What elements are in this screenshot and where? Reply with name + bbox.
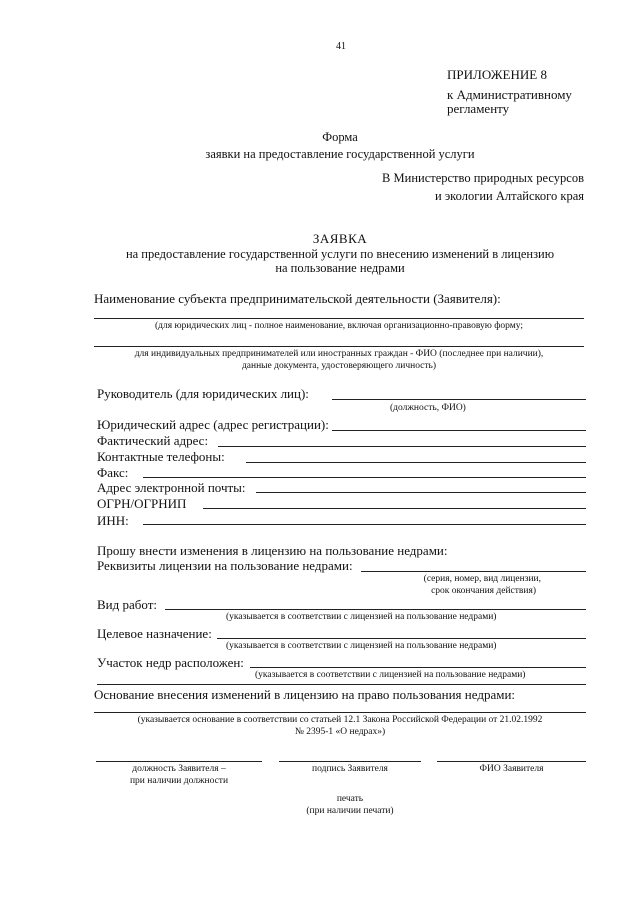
stamp-caption-2: (при наличии печати) [306, 806, 394, 816]
signature-line[interactable] [279, 761, 421, 762]
name-signature-line[interactable] [437, 761, 586, 762]
legal-address-label: Юридический адрес (адрес регистрации): [97, 417, 329, 432]
license-label: Реквизиты лицензии на пользование недрами: [97, 558, 353, 573]
basis-hint-1: (указывается основание в соответствии со статьей 12.1 Закона Российской Федерации от 21.02.1992 [137, 715, 543, 725]
signature-caption: подпись Заявителя [312, 764, 388, 774]
site-hint: (указывается в соответствии с лицензией на пользование недрами) [255, 670, 526, 680]
applicant-label: Наименование субъекта предпринимательской деятельности (Заявителя): [94, 291, 501, 306]
position-caption-1: должность Заявителя – [132, 764, 226, 774]
purpose-label: Целевое назначение: [97, 626, 212, 641]
basis-hint-2: № 2395-1 «О недрах») [294, 727, 386, 737]
appendix-title: ПРИЛОЖЕНИЕ 8 [447, 67, 547, 82]
application-subtitle-1: на предоставление государственной услуги по внесению изменений в лицензию [125, 247, 555, 261]
legal-address-line[interactable] [332, 430, 586, 431]
appendix-line-2: регламенту [447, 101, 510, 116]
inn-label: ИНН: [97, 513, 129, 528]
ogrn-label: ОГРН/ОГРНИП [97, 496, 187, 511]
actual-address-label: Фактический адрес: [97, 433, 209, 448]
work-type-label: Вид работ: [97, 597, 157, 612]
form-header-title: Форма [322, 130, 358, 144]
license-hint-1: (серия, номер, вид лицензии, [423, 574, 541, 584]
purpose-hint: (указывается в соответствии с лицензией на пользование недрами) [226, 641, 497, 651]
position-caption-2: при наличии должности [129, 776, 229, 786]
applicant-name-line[interactable] [94, 318, 584, 319]
basis-line[interactable] [94, 712, 586, 713]
license-hint-2: срок окончания действия) [431, 586, 536, 596]
fax-line[interactable] [143, 477, 586, 478]
work-type-hint: (указывается в соответствии с лицензией на пользование недрами) [226, 612, 497, 622]
application-subtitle-2: на пользование недрами [275, 261, 405, 275]
actual-address-line[interactable] [218, 446, 586, 447]
license-line[interactable] [361, 571, 586, 572]
position-signature-line[interactable] [96, 761, 262, 762]
applicant-hint-2a: для индивидуальных предпринимателей или иностранных граждан - ФИО (последнее при наличии), [134, 349, 544, 359]
applicant-details-line[interactable] [94, 346, 584, 347]
request-line: Прошу внести изменения в лицензию на пользование недрами: [97, 543, 448, 558]
page-number: 41 [336, 41, 346, 52]
phones-line[interactable] [246, 462, 586, 463]
head-hint: (должность, ФИО) [390, 403, 466, 413]
addressee-line-2: и экологии Алтайского края [435, 189, 584, 203]
purpose-line[interactable] [217, 638, 586, 639]
site-extra-line[interactable] [97, 684, 586, 685]
application-title: ЗАЯВКА [312, 231, 368, 246]
ogrn-line[interactable] [203, 508, 586, 509]
site-line[interactable] [250, 667, 586, 668]
appendix-line-1: к Административному [447, 87, 572, 102]
applicant-hint-2b: данные документа, удостоверяющего личность) [241, 361, 437, 371]
head-field-line[interactable] [332, 399, 586, 400]
form-header-subtitle: заявки на предоставление государственной услуги [205, 147, 475, 161]
name-caption: ФИО Заявителя [479, 764, 544, 774]
fax-label: Факс: [97, 465, 129, 480]
applicant-hint-1: (для юридических лиц - полное наименование, включая организационно-правовую форму; [154, 321, 524, 331]
work-type-line[interactable] [165, 609, 586, 610]
email-label: Адрес электронной почты: [97, 480, 246, 495]
email-line[interactable] [256, 492, 586, 493]
head-label: Руководитель (для юридических лиц): [97, 386, 309, 401]
addressee-line-1: В Министерство природных ресурсов [382, 171, 584, 185]
basis-label: Основание внесения изменений в лицензию на право пользования недрами: [94, 687, 516, 702]
inn-line[interactable] [143, 524, 586, 525]
site-label: Участок недр расположен: [97, 655, 244, 670]
phones-label: Контактные телефоны: [97, 449, 225, 464]
stamp-caption-1: печать [336, 794, 364, 804]
